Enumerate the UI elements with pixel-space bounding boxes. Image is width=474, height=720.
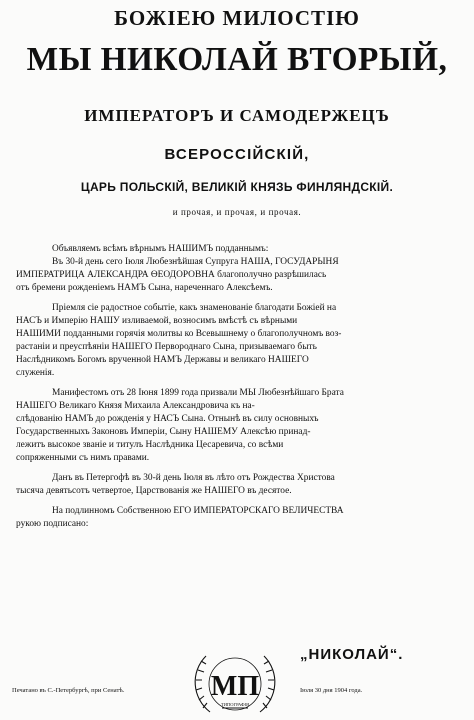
text-line: сопряженными съ нимъ правами. bbox=[16, 453, 150, 463]
text-line: Данъ въ Петергофѣ въ 30-й день Іюля въ лѣто отъ Рождества Христова bbox=[52, 473, 335, 483]
text-line: лежитъ высокое званіе и титулъ Наслѣдника Цесаревича, со всѣми bbox=[16, 440, 284, 450]
seal-caption: ТИПОГРАФІЯ bbox=[220, 702, 250, 707]
text-line: ИМПЕРАТРИЦА АЛЕКСАНДРА ѲЕОДОРОВНА благополучно разрѣшилась bbox=[16, 270, 327, 280]
paragraph-5 bbox=[16, 505, 456, 531]
text-line: Манифестомъ отъ 28 Іюня 1899 года призвали МЫ Любезнѣйшаго Брата bbox=[52, 388, 344, 398]
text-line: Объявляемъ всѣмъ вѣрнымъ НАШИМЪ подданнымъ: bbox=[52, 244, 269, 254]
header-all-russian: ВСЕРОССІЙСКІЙ, bbox=[164, 146, 310, 163]
text-line: Государственныхъ Законовъ Имперіи, Сыну НАШЕМУ Алексѣю принад- bbox=[16, 427, 311, 437]
text-line: НАСЪ и Имперію НАШУ изливаемой, возносимъ вмѣстѣ съ вѣрными bbox=[16, 316, 298, 326]
paragraph-2 bbox=[16, 302, 456, 380]
text-line: НАШЕГО Великаго Князя Михаила Александровича къ на- bbox=[16, 401, 255, 411]
header-tsar-of-poland: ЦАРЬ ПОЛЬСКІЙ, ВЕЛИКІЙ КНЯЗЬ ФИНЛЯНДСКІЙ. bbox=[80, 180, 394, 194]
manifesto-body bbox=[16, 243, 456, 538]
text-line: тысяча девятьсотъ четвертое, Царствованія же НАШЕГО въ десятое. bbox=[16, 486, 292, 496]
text-line: Въ 30-й день сего Іюля Любезнѣйшая Супруга НАША, ГОСУДАРЫНЯ bbox=[52, 257, 339, 267]
seal-monogram: МП bbox=[210, 671, 260, 702]
text-line: Пріемля сіе радостное событіе, какъ знаменованіе благодати Божіей на bbox=[52, 303, 337, 313]
header-et-cetera: и прочая, и прочая, и прочая. bbox=[172, 207, 302, 217]
header-emperor-title: ИМПЕРАТОРЪ И САМОДЕРЖЕЦЪ bbox=[84, 106, 390, 125]
text-line: служенія. bbox=[16, 368, 55, 378]
text-line: растаніи и преуспѣяніи НАШЕГО Первороднаго Сына, призываемаго быть bbox=[16, 342, 317, 352]
paragraph-4 bbox=[16, 472, 456, 498]
header-emperor-name: МЫ НИКОЛАЙ ВТОРЫЙ, bbox=[26, 41, 448, 78]
footer-printed-at: Печатано въ С.-Петербургѣ, при Сенатѣ. bbox=[12, 687, 125, 694]
signature-nikolai: „НИКОЛАЙ“. bbox=[300, 646, 404, 663]
paragraph-3 bbox=[16, 387, 456, 465]
text-line: НАШИМИ подданными горячія молитвы ко Всевышнему о благополучномъ воз- bbox=[16, 329, 342, 339]
text-line: рукою подписано: bbox=[16, 519, 89, 529]
header-by-gods-grace: БОЖІЕЮ МИЛОСТІЮ bbox=[114, 6, 360, 30]
text-line: Наслѣдникомъ Богомъ врученной НАМЪ Державы и великаго НАШЕГО bbox=[16, 355, 309, 365]
paragraph-1 bbox=[16, 243, 456, 295]
printing-house-seal-icon bbox=[180, 650, 290, 718]
footer-date: Іюля 30 дня 1904 года. bbox=[300, 687, 363, 694]
text-line: слѣдованію НАМЪ до рожденія у НАСЪ Сына. Отнынѣ въ силу основныхъ bbox=[16, 414, 319, 424]
text-line: отъ бремени рожденіемъ НАМЪ Сына, нареченнаго Алексѣемъ. bbox=[16, 283, 273, 293]
text-line: На подлинномъ Собственною ЕГО ИМПЕРАТОРСКАГО ВЕЛИЧЕСТВА bbox=[52, 506, 344, 516]
